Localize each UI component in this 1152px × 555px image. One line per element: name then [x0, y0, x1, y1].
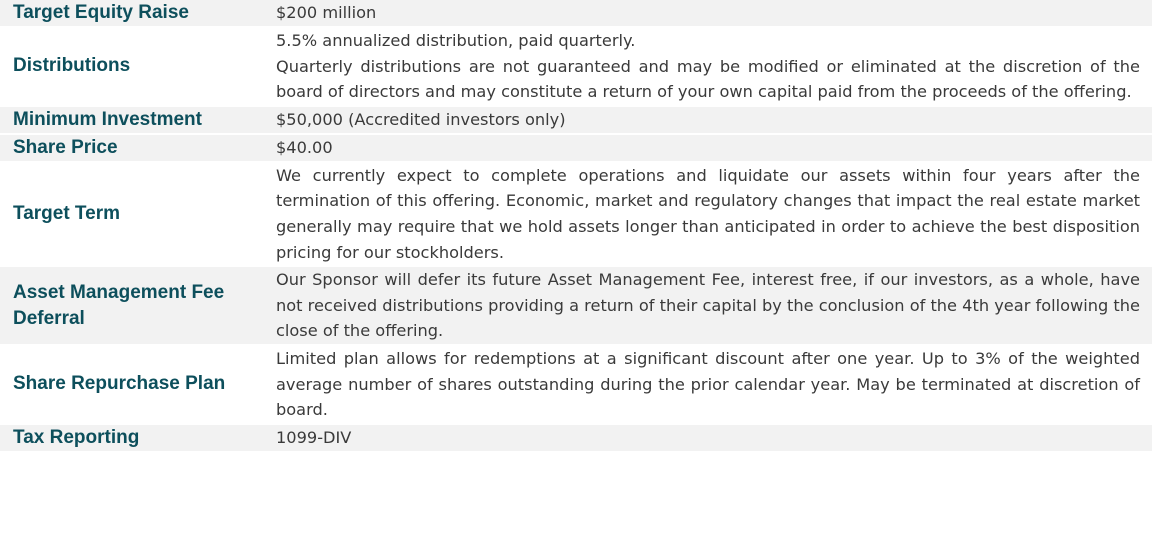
term-value-text: Quarterly distributions are not guaranteed and may be modified or eliminated at the discretion of the board of directors and may constitute a return of your own capital paid from the proceeds of the offering. — [276, 56, 1140, 102]
term-label: Minimum Investment — [0, 107, 264, 135]
term-value-text: Our Sponsor will defer its future Asset Management Fee, interest free, if our investors, as a whole, have not received distributions providing a return of their capital by the conclusion of the 4th year following the close of the offering. — [276, 270, 1140, 341]
term-label: Asset Management Fee Deferral — [0, 267, 264, 346]
term-label: Target Equity Raise — [0, 0, 264, 28]
table-row — [0, 135, 1152, 163]
term-value — [264, 267, 1152, 346]
term-value — [264, 163, 1152, 267]
term-value — [264, 107, 1152, 135]
term-label: Target Term — [0, 163, 264, 267]
term-value-text: $40.00 — [276, 137, 333, 157]
term-value-text: 5.5% annualized distribution, paid quarterly. — [276, 31, 636, 50]
term-value-text: 1099-DIV — [276, 427, 352, 447]
term-value-text: Limited plan allows for redemptions at a significant discount after one year. Up to 3% of the weighted average number of shares outstanding during the prior calendar year. May be terminated at discretion of board. — [276, 348, 1140, 420]
table-row — [0, 0, 1152, 28]
term-label: Share Price — [0, 135, 264, 163]
table-row — [0, 346, 1152, 425]
term-value — [264, 0, 1152, 28]
table-row — [0, 267, 1152, 346]
table-row — [0, 107, 1152, 135]
term-value — [264, 346, 1152, 425]
term-value-text: $200 million — [276, 3, 377, 23]
term-value-text: $50,000 (Accredited investors only) — [276, 109, 566, 129]
term-value — [264, 135, 1152, 163]
term-label: Share Repurchase Plan — [0, 346, 264, 425]
term-label: Distributions — [0, 28, 264, 107]
table-row — [0, 163, 1152, 267]
term-value — [264, 425, 1152, 453]
term-value — [264, 28, 1152, 107]
term-label: Tax Reporting — [0, 425, 264, 453]
table-row — [0, 425, 1152, 453]
table-row — [0, 28, 1152, 107]
term-value-text: We currently expect to complete operations and liquidate our assets within four years after the termination of this offering. Economic, market and regulatory changes that impact the real estate market generally may require that we hold assets longer than anticipated in order to achieve the best disposition pricing for our stockholders. — [276, 165, 1140, 262]
